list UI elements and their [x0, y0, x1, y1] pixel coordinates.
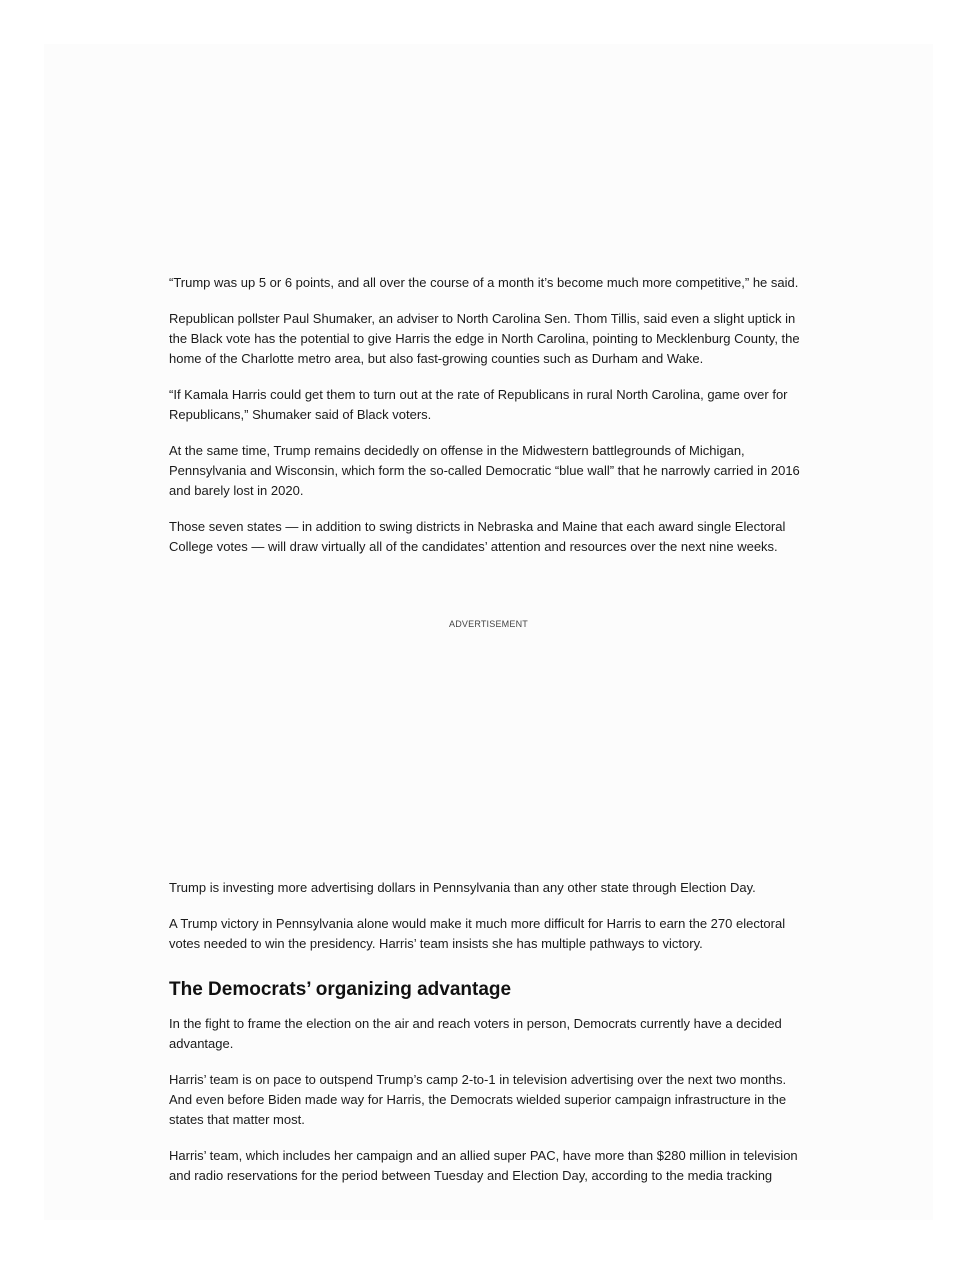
- paragraph: Harris’ team is on pace to outspend Trump’s camp 2-to-1 in television advertising over the next two months. And even before Biden made way for Harris, the Democrats wielded superior campaign infrastructure in the states that matter most.: [169, 1072, 787, 1127]
- paragraph: Trump is investing more advertising dollars in Pennsylvania than any other state through Election Day.: [169, 880, 756, 895]
- paragraph: A Trump victory in Pennsylvania alone would make it much more difficult for Harris to earn the 270 electoral votes needed to win the presidency. Harris’ team insists she has multiple pathways to victory.: [169, 916, 786, 951]
- top-advertisement-slot[interactable]: [44, 44, 933, 264]
- article-page: [44, 44, 933, 1220]
- section-heading: The Democrats’ organizing advantage: [169, 979, 512, 1000]
- advertisement-label: ADVERTISEMENT: [449, 619, 528, 629]
- paragraph: “If Kamala Harris could get them to turn out at the rate of Republicans in rural North Carolina, game over for Republicans,” Shumaker said of Black voters.: [169, 387, 788, 422]
- article-body-bottom: [169, 878, 809, 1202]
- article-body-top: [169, 273, 809, 573]
- paragraph: In the fight to frame the election on the air and reach voters in person, Democrats currently have a decided advantage.: [169, 1016, 782, 1051]
- inline-advertisement-slot[interactable]: [44, 619, 933, 874]
- paragraph: “Trump was up 5 or 6 points, and all over the course of a month it’s become much more competitive,” he said.: [169, 275, 799, 290]
- paragraph: Those seven states — in addition to swing districts in Nebraska and Maine that each award single Electoral College votes — will draw virtually all of the candidates’ attention and resources over the next nine weeks.: [169, 519, 786, 554]
- paragraph: Harris’ team, which includes her campaign and an allied super PAC, have more than $280 million in television and radio reservations for the period between Tuesday and Election Day, according to the media tracking: [169, 1148, 798, 1183]
- paragraph: At the same time, Trump remains decidedly on offense in the Midwestern battlegrounds of Michigan, Pennsylvania and Wisconsin, which form the so-called Democratic “blue wall” that he narrowly carried in 2016 and barely lost in 2020.: [169, 443, 800, 498]
- paragraph: Republican pollster Paul Shumaker, an adviser to North Carolina Sen. Thom Tillis, said even a slight uptick in the Black vote has the potential to give Harris the edge in North Carolina, pointing to Mecklenburg County, the home of the Charlotte metro area, but also fast-growing counties such as Durham and Wake.: [169, 311, 800, 366]
